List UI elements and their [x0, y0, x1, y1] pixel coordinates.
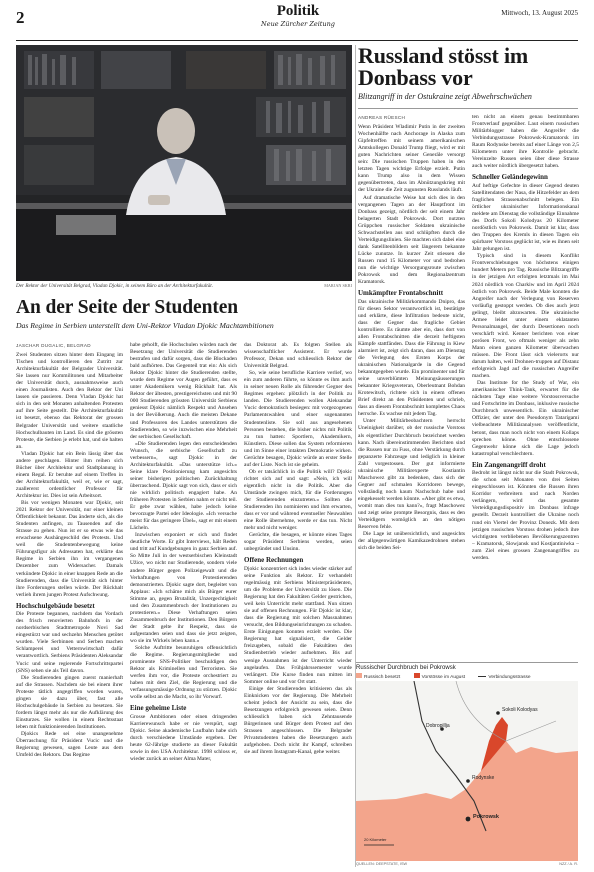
paragraph: Zwei Studenten sitzen hinter dem Eingang im Tischen und kontrollieren den Zutritt zur Architekturfakultät der Belgrader Universität. Sie lassen nur Kommilitonen und Mitarbeiter der Universität durch, ausnahmsweise auch einen Journalisten. Auch den Rektor der Uni lassen sie passieren. Denn Vladan Djokic hat sich in den seit Monaten anhaltenden Protesten auf ihre Seite gestellt. Die Architekturfakultät ist besetzt, ebenso das Rektorat der grossen Belgrader Universität und weitere staatliche Hochschulbauten im Land. Es sind die grössten Proteste, die Serbien je erlebt hat, und sie halten an. [16, 352, 123, 450]
paragraph: Inzwischen exponiert er sich und findet deutliche Worte. Er gibt Interviews, hält Reden und tritt auf Kundgebungen in ganz Serbien auf. So Mitte Juli in der westserbischen Kleinstadt Užice, wo nicht nur Studierende, sondern viele andere Bürger gegen Polizeigewalt und die Verhaftungen von Protestierenden demonstrierten. Djokic sagte dort, begleitet von Applaus: «Ich schäme mich als Bürger eurer Stimme an, gegen Brutalität, Unzergechtigkeit und den Zusammenbruch der Institutionen zu protestieren.» Diese Verhaftungen seien Zusammenbruch der Institutionen. Den Bürgern der Stadt gelte ihr Respekt, dass sie aufgestanden seien und dass sie jetzt zeigten, wo sie im Wirkels leben kann.» [130, 532, 237, 644]
newspaper-name: Neue Zürcher Zeitung [261, 20, 335, 28]
map-legend [356, 673, 578, 680]
paragraph: Bedroht ist längst nicht nur die Stadt Pokrowsk, die schon seit Monaten von drei Seiten eingeschlossen ist. Könnten die Russen ihren Korridor verbreitern und nach Norden verlängern, wird das gesamte Verteidigungsdispositiv im Donbass infrage gestellt. Derzeit kontrolliert die Ukraine noch rund ein Viertel der Provinz Donezk. Mit dem jetzigen russischen Vorstoss drohen jedoch ihre wichtigsten verbliebenen Bevölkerungszentren – Kramatorsk, Slowjansk und Kostjantiniwka – zum Ziel eines grossen Zangenangriffes zu werden. [472, 470, 579, 561]
paragraph: Bis vor wenigen Monaten war Djokic, seit 2021 Rektor der Universität, nur einer kleinen Öffentlichkeit bekannt. Das änderte sich, als die Studenten anfingen, zu Tausenden auf die Strasse zu gehen. Nun ist er so etwas wie das erwachsene Aushängeschild des Protests. Und weil die Studentenbewegung keine Führungsfigur als Adressaten hat, erklärte das Regime in Serbien ihn im vergangenen Dezember zum Widersacher. Damals verkündete Djokic in einer knappen Rede an die Studierenden, dass die Universität sich hinter ihre Forderungen stellen würde. Der Rückhalt verlieh ihrem jungen Protest Aufschwung. [16, 500, 123, 598]
legend-advance [414, 675, 471, 680]
paragraph: habe geholft, die Hochschulen würden nach der Besetzung der Universität die Studierenden bestrafen und dafür sorgen, dass die Blockaden bald aufhörten. Das Gegenteil trat ein: Als sich Rektor Djokic hinter die Studierenden stellte, wurde dem Regime vor Augen geführt, dass es unter Akademikern wenig Rückhalt hat. Als Rektor der ältesten, prestigereichsten und mit 90 000 Studierenden grössten Universität Serbiens geniesst Djokic nämlich Respekt und Ansehen in der Bevölkerung. Auch die meisten Dekane und Professoren des Landes unterstützen die Studierenden, so wie inzwischen eine Mehrheit der serbischen Gesellschaft. [130, 342, 237, 440]
paragraph: Gerüchte, die besagen, er könnte eines Tages sogar Präsident Serbiens werden, seien unbegründet und Unsinn. [244, 532, 352, 553]
photo-illustration [16, 45, 352, 281]
paragraph: ten nicht an einem genau bestimmbaren Frontverlauf gegenüber. Laut einem russischen Militärblogger haben die Angreifer die Verbindungsstrasse Pokrowsk-Kramatorsk im Raum Rodynske bereits auf einer Länge von 2,5 Kilometern unter ihre Kontrolle gebracht. Vereinzelte Russen seien über diese Strasse auch weiter nördlich übergesetzt haben. [472, 114, 579, 170]
paragraph: das Doktorat ab. Es folgten Stellen als wissenschaftlicher Assistent. Er wurde Professor, Dekan und schliesslich Rektor der Universität Belgrad. [244, 342, 352, 370]
paragraph: Unter Militärbeobachtern herrscht Uneinigkeit darüber, ob der russische Vorstoss als eigentlicher Durchbruch bezeichnet werden kann. Nach übereinstimmenden Berichten sind die Russen nur zu Fuss, ohne Verstärkung durch gepanzerte Fahrzeuge und lediglich in kleiner Zahl vorgestossen. Der gut informierte ukrainische Militärexperte Kostiantin Maschowez gibt zu bedenken, dass sich der Gegner auf schmalen Korridoren bewege, vollständig noch kaum Nachschub habe und eingekesselt werden könnte. «Aber gibt es etwa, womit man dies tun kann?», fragt Maschowez und zeigt seine prompte Besorgnis, dass es den Verteidigern womöglich an den nötigen Reserven fehle. [358, 418, 465, 531]
subheading: Offene Rechnungen [244, 556, 304, 565]
issue-date: Mittwoch, 13. August 2025 [501, 9, 578, 17]
left-byline: JASCHAR DUGALIC, BELGRAD [16, 343, 91, 348]
paragraph: Die Lage ist unübersichtlich, und angesichts der allgegenwärtigen Kamikazedrohnen stehen sich die beiden Sei- [358, 531, 465, 552]
paragraph: Das ukrainische Militärkommando Dnipro, das für diesen Sektor verantwortlich ist, bestätigte und erklärte, diese Infiltration bedeute nicht, dass der Gegner das fragliche Gebiet kontrolliere. Es räumte aber ein, dass dort von allen Frontabschnitten die derzeit heftigsten Kämpfe stattfänden. Dass die Führung in Kiew alarmiert ist, zeigt sich daran, dass am Dienstag die Verlegung des Ersten Korps der ukrainischen Nationalgarde in die Gegend bekanntgegeben wurde. Ein prominenter und für seine unverblümten Meinungsäusserungen bekannter Kriegsveteran, Oberleutnant Bohdan Krotewitsch, richtete sich in einem offenen Brief direkt an den Präsidenten und schrieb, dass an diesem Frontabschnitt komplettes Chaos herrsche. Es wachse mit jedem Tag. [358, 298, 465, 418]
legend-road [478, 675, 536, 680]
paragraph: Djokics Rede sei eine unangenehme Überraschung für Präsident Vucic und die Regierung gewesen, sagen Leute aus dem Umfeld des Rektors. Das Regime [16, 730, 123, 759]
subheading: Schneller Geländegewinn [472, 173, 548, 182]
masthead-rule [16, 40, 578, 41]
map-source [356, 862, 578, 866]
photo-credit: MARJAN SKRI [324, 283, 352, 288]
right-byline: ANDREAS RÜESCH [358, 115, 406, 120]
paragraph: Typisch sind in diesem Konflikt Frontverschiebungen von höchstens einigen hundert Metern pro Tag. Russische Blitzangriffe in der jetzigen Art erfolgten letztmals im Mai 2024 nördlich von Charkiw und im April 2024 östlich von Pokrowsk. Beide Male konnten die Angreifer nach der Verlegung von Reserven vorläufig gestoppt werden. Ob dies auch jetzt gelingt, bleibt abzuwarten. Die ukrainische Armee leidet unter einem eklatanten Personalmangel, der durch Desertionen noch verschärft wird. Kenner berichten von einer porösen Front, wo oftmals weniger als zehn Mann einen ganzen Kilometer überwachen müssen. Die Front lässt sich vielerorts nur darum halten, weil Drohnen-truppen auf Distanz erfolgreich Jagd auf die russischen Angreifer machen. [472, 253, 579, 380]
paragraph: Einige der Studierenden kritisieren das als Einknicken vor der Regierung. Die Mehrheit scheint jedoch der Ansicht zu sein, dass die Besetzungen erfolgreich gewesen seien. Denn schliesslich haben sich Zehntausende Bürgerinnen und Bürger dem Protest auf den Strassen angeschlossen. Die Belgrader Privatstudenten haben die Besetzungen auch aufgehoben. Doch nicht ihr Kampf, schreiben sie auf ihrem Instagram-Kanal, gehe weiter. [244, 685, 352, 756]
paragraph: Ob er tatsächlich in die Politik will? Djokic richtet sich auf und sagt: «Nein, ich will eigentlich nicht in die Politik. Aber die Umstände zwingen mich, für die Forderungen der Studierenden einzutreten.» Sollten die Studierenden ihn nominieren und ihm erwarten, dass er vor und während eventueller Neuwahlen eine Rolle übernehme, werde er das tun. Nicht mehr und nicht weniger. [244, 468, 352, 532]
map-graphic [356, 681, 578, 861]
front-map [356, 681, 578, 861]
paragraph: Auf heftige Gefechte in dieser Gegend deuten Satellitendaten der Nasa, die Hitzefelder an dem fraglichen Strassenabschnitt belegen. Ein örtlicher ukrainischer Informationskanal meldete am Dienstag die vollständige Einnahme des Dorfs Sokoli Kolodyas 20 Kilometer nordöstlich von Pokrowsk. Damit ist klar, dass den Truppen des Kremls in diesen Tagen ein spürbarer Vorstoss geglückt ist, wie es ihnen seit Jahr gelungen ist. [472, 182, 579, 253]
legend-swatch [356, 673, 362, 678]
right-rule [358, 108, 578, 109]
caption-text: Der Rektor der Universität Belgrad, Vladan Djokic, in seinem Büro an der Architekturfakultät. [16, 283, 214, 289]
paragraph: Die Studierenden gingen zuerst manierhaft auf die Strassen. Nachdem sie bei einem ihrer Proteste tätlich angegriffen worden waren, gingen sie dazu über, fast alle Hochschulgebäude in Serbien zu besetzen. Sie fordern längst mehr als nur die Aufklärung des Einsturzes. Sie wollen in einem Rechtsstaat leben mit funktionierenden Institutionen. [16, 674, 123, 730]
rector-photo [16, 45, 352, 281]
legend-label: Russisch besetzt [364, 675, 401, 680]
subheading: Eine geheime Liste [130, 704, 187, 713]
legend-label: Vorstösse im August [421, 675, 466, 680]
paragraph: Auf dramatische Weise hat sich dies in den vergangenen Tagen an der Hauptfront im Donbass gezeigt, nördlich der seit einem Jahr belagerten Stadt Pokrowsk. Dort nutzten Grüppchen russischer Soldaten ukrainische Schwachstellen aus und schlüpften durch die Verteidigungslinien. Sie machten sich dabei eine dank Satellitenbildern seit längerem bekannte Lücke zunutze. In kurzer Zeit stiessen die Russen rund 15 Kilometer vor und bedrohen nun die wichtige Versorgungsroute zwischen Pokrowsk und dem Regionalzentrum Kramatorsk. [358, 194, 465, 286]
subheading: Ein Zangenangriff droht [472, 460, 546, 469]
scale-label: 20 Kilometer [364, 837, 387, 842]
right-column-1 [358, 114, 465, 660]
town-marker [466, 779, 470, 783]
paragraph: Die Proteste begannen, nachdem das Vordach des frisch renovierten Bahnhofs in der nordserbischen Stadtmetropole Novi Sad eingestürzt war und sechzehn Menschen getötet wurden. Viele Serbinnen und Serben machen Schlamperei und Vetternwirtschaft dafür verantwortlich. Serbiens Präsidenten Aleksandar Vucic und seine regierende Fortschrittspartei (SNS) sehen sie als Teil davon. [16, 611, 123, 674]
paragraph: «Die Studierenden legen den entscheidenden Wunsch, die serbische Gesellschaft zu verbessern», sagt Djokic in der Architekturfakultät. «Das unterstütze ich.» Seine klare Positionierung kam angesichts seiner bisherigen politischen Zurückhaltung überraschend. Djokic sagt von sich, dass er sich nie wirklich politisch engagiert habe. An früheren Protesten in Serbien nahm er nicht teil. Er gebe zwar wählen, habe jedoch keine bevorzugte Partei oder Ideologie. «Ich versuche meist für das geringere Übel», sagt er mit einem Lächeln. [130, 440, 237, 532]
paragraph: Solche Auftritte beunruhigen offensichtlich die Regime. Regierungsmitglieder und prominente SNS-Politiker beschuldigen den Rektor als Kriminellen und Terroristen. Sie werfen ihm vor, die Proteste orchestriert zu haben mit dem Ziel, die Regierung und die verfassungsmässige Ordnung zu stürzen. Djokic wolle selbst an die Macht, so ihr Vorwurf. [130, 645, 237, 701]
left-column-3 [244, 342, 352, 870]
legend-label: Verbindungsstrasse [488, 675, 531, 680]
subheading: Umkämpfter Frontabschnitt [358, 289, 444, 298]
map-code: NZZ / A. R. [559, 862, 578, 866]
paragraph: Wenn Präsident Wladimir Putin in der zweiten Wochenhälfte nach Anchorage in Alaska zum Gipfeltreffen mit seinem amerikanischen Amtskollegen Donald Trump fliegt, wird er mit guten Nachrichten seiner Generäle versorgt sein: Die russischen Truppen haben in den letzten Tagen wichtige Erfolge erzielt. Putin kann Trump also in dem Wissen gegenübertreten, dass im Abnützungskrieg mit der Ukraine die Zeit zugunsten Russlands läuft. [358, 124, 465, 194]
place-label: Rodynske [472, 775, 495, 781]
left-column-1 [16, 342, 123, 870]
place-label: Dobropillja [426, 723, 450, 729]
left-column-2 [130, 342, 237, 870]
left-headline: An der Seite der Studenten [16, 297, 239, 318]
right-headline: Russland stösst im Donbass vor [358, 43, 529, 90]
photo-caption [16, 283, 352, 289]
place-label: Pokrowsk [473, 814, 499, 820]
town-marker [496, 711, 500, 715]
place-label: Sokoli Kolodyas [502, 707, 538, 713]
paragraph: Das Institute for the Study of War, ein amerikanischer Think-Tank, erwartet für die nächsten Tage eine weitere Vorstossversuche und Fortschritte im Donbass, inklusive russische Durchbruch unwesentlich. Ein ukrainischer Offizier, der unter den Pseudonym Tatarigami vielbeachtete Militäranalysen veröffentlicht, betont, dass man noch nicht von einem Kollaps sprechen könne. Ohne entschlossene Gegenwehr könne sich die Lage jedoch katastrophal verschlechtern. [472, 380, 579, 457]
legend-swatch [478, 676, 486, 677]
section-title: Politik [276, 3, 320, 19]
map-source-text: QUELLEN: DEEPSTATE, ISW [356, 862, 408, 866]
paragraph: Grosse Ambitionen oder einen dringenden Karrierewunsch habe er nie verspürt, sagt Djokic. Seine akademische Laufbahn habe sich durch verschiedene Umstände ergeben. Der heute 62-Jährige studierte an dieser Fakultät sowie in den USA Architektur. 1998 schloss er, wieder zurück an seiner Alma Mater, [130, 713, 237, 763]
town-marker [466, 817, 471, 822]
right-subheadline: Blitzangriff in der Ostukraine zeigt Abwehrschwächen [358, 92, 532, 101]
left-subheadline: Das Regime in Serbien unterstellt dem Uni-Rektor Vladan Djokic Machtambitionen [16, 321, 274, 330]
paragraph: Djokic konzentriert sich indes wieder stärker auf seine Funktion als Rektor. Er verhandelt regelmässig mit Serbiens Ministerpräsidenten, um die Probleme der Universität zu lösen. Die Regierung hat den Fakultäten Gelder gestrichen, weil kein Unterricht mehr stattfand. Nun sitzen sie auf offenen Rechnungen. Für Djokic ist klar, dass die Regierung mit solchen Massnahmen versucht, den Bildungseinrichtungen zu schaden. Erste Einigungen konnten erzielt werden. Die Regierung hat signalisiert, die Gelder freizugeben, sobald die Fakultäten den Studienbetrieb wieder aufnehmen. Bis auf wenige Ausnahmen ist der Unterricht wieder angelaufen. Das Frühjahrssemester wurde verlängert. Die Kurse finden nun mitten im Sommer online und vor Ort statt. [244, 565, 352, 685]
legend-occupied [356, 675, 406, 680]
map-title: Russischer Durchbruch bei Pokrowsk [356, 662, 578, 671]
page-number: 2 [16, 8, 25, 27]
paragraph: So, wie seine berufliche Karriere verlief, wo ein zum anderen führte, so könnte es ihm auch in seiner neuen Rolle als führender Gegner des Regimes ergehen: plötzlich in der Politik zu landen. Die Studierenden wollen Aleksandar Vucic demokratisch besiegen: mit vorgezogenen Parlamentswahlen und einer sogenannten Studentenliste. Sie soll aus angesehenen Personen bestehen, die bisher nichts mit Politik zu tun hatten: Sportlern, Akademikern, Künstlern. Diese sollen das System reformieren und im Sinne einer intakten Demokratie wirken. Gerüchte besagen, Djokic würde an erster Stelle auf der Liste. Noch ist sie geheim. [244, 370, 352, 468]
subheading: Hochschulgebäude besetzt [16, 601, 95, 610]
right-column-2 [472, 114, 579, 660]
legend-swatch [414, 673, 420, 678]
paragraph: Vladan Djokic hat ein Bein lässig über das andere geschlagen. Hinter ihm reihen sich Bücher über Architektur und Stadtplanung in einem Regal. Er beruhte auf einem Treffen in der Architekturfakultät, weil er, wie er sagt, zuallererst ordentlicher Professor für Architektur ist. Dies ist sein Arbeitsort. [16, 450, 123, 499]
